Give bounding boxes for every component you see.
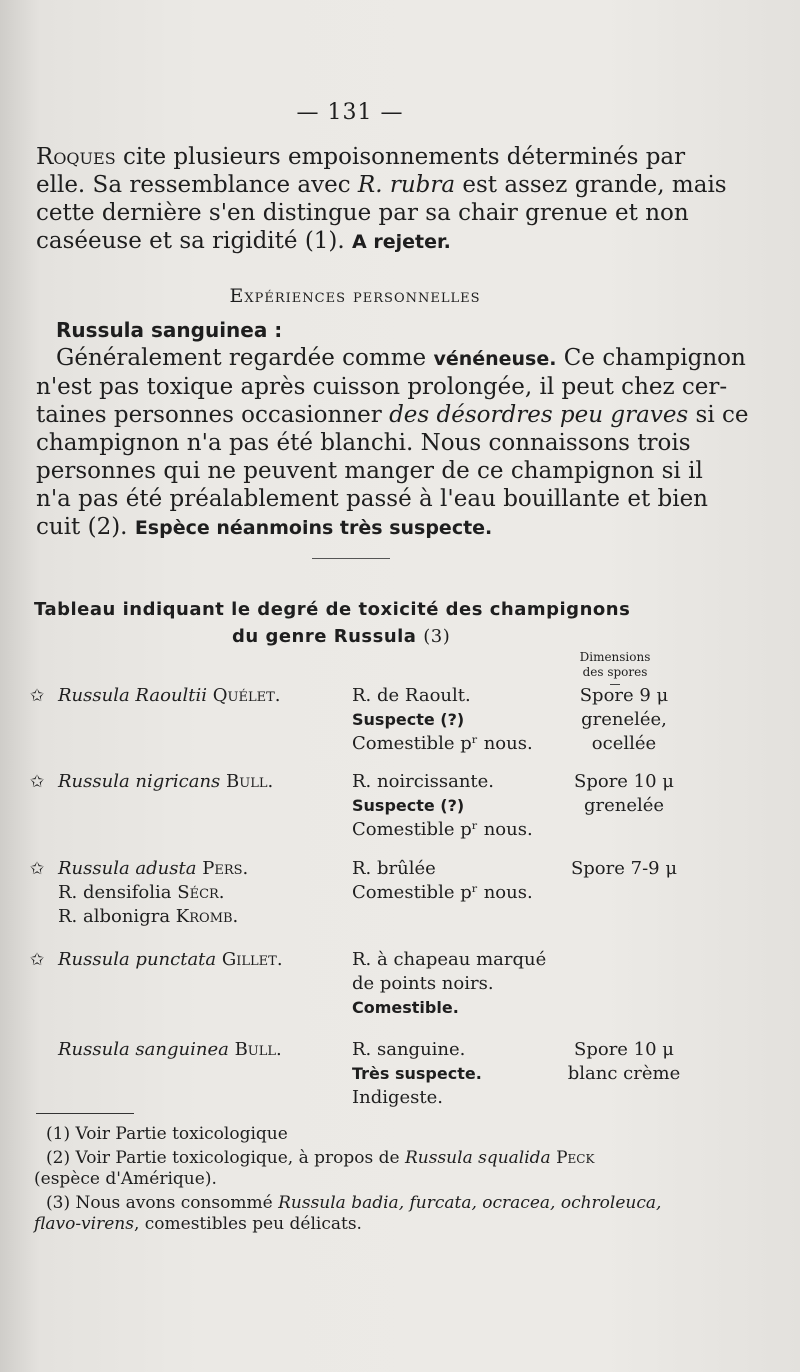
section-title: Expériences personnelles xyxy=(229,285,481,307)
star-icon: ✩ xyxy=(30,859,45,879)
footnote: (3) Nous avons consommé Russula badia, furcata, ocracea, ochroleuca, flavo-virens, comestibles peu délicats. xyxy=(34,1193,662,1234)
body-line: taines personnes occasionner des désordres peu graves si ce xyxy=(36,402,749,428)
body-line: n'a pas été préalablement passé à l'eau bouillante et bien xyxy=(36,486,708,512)
spore-column-header: Dimensions des spores xyxy=(560,650,670,685)
body-line: Généralement regardée comme vénéneuse. Ce champignon xyxy=(56,345,746,371)
footnotes xyxy=(34,1124,674,1238)
table-title-line2: du genre Russula (3) xyxy=(232,626,451,647)
species-heading: Russula sanguinea : xyxy=(56,318,283,342)
intro-line: Roques cite plusieurs empoisonnements déterminés par xyxy=(36,144,686,170)
table-title-line1: Tableau indiquant le degré de toxicité des champignons xyxy=(34,599,631,620)
intro-line: elle. Sa ressemblance avec R. rubra est assez grande, mais xyxy=(36,172,727,198)
body-line: champignon n'a pas été blanchi. Nous connaissons trois xyxy=(36,430,691,456)
body-line: cuit (2). Espèce néanmoins très suspecte. xyxy=(36,514,493,540)
book-page: — 131 — Roques cite plusieurs empoisonnements déterminés par elle. Sa ressemblance avec R. rubra est assez grande, mais cette dernière s'en distingue par sa chair grenue et non caséeuse et sa rigidité (1). A rejeter. Expériences personnelles Russula sanguinea : Généralement regardée comme vénéneuse. Ce champignon n'est pas toxique après cuisson prolongée, il peut chez cer- taines personnes occasionner des désordres peu graves si ce champignon n'a pas été blanchi. Nous connaissons trois personnes qui ne peuvent manger de ce champignon si il n'a pas été préalablement passé à l'eau bouillante et bien cuit (2). Espèce néanmoins très suspecte. Tableau indiquant le degré de toxicité des champignons du genre Russula (3) Dimensions des spores ✩ Russula Raoultii Quélet. R. de Raoult. Suspecte (?) Comestible pʳ nous. Spore 9 μ grenelée, ocellée ✩ Russula nigricans Bull. R. noircissante. Suspecte (?) Comestible pʳ nous. Spore 10 μ grenelée ✩ Russula adusta Pers. R. densifolia Sécr. R. albonigra Kromb. R. brûlée Comestible pʳ nous. Spore 7-9 μ ✩ Russula punctata Gillet. R. à chapeau marqué de points noirs. Comestible. Russula sanguinea Bull. R. sanguine. Très suspecte. Indigeste. Spore 10 μ blanc crème (1) Voir Partie toxicologique (2) Voir Partie toxicologique, à propos de Russula squalida Peck (espèce d'Amérique). (3) Nous avons consommé Russula badia, furcata, ocracea, ochroleuca, flavo-virens, comestibles peu délicats. xyxy=(0,0,800,1372)
intro-line: cette dernière s'en distingue par sa chair grenue et non xyxy=(36,200,689,226)
table-title xyxy=(34,596,674,650)
page-number: — 131 — xyxy=(296,100,404,125)
footnote: (1) Voir Partie toxicologique xyxy=(46,1124,288,1144)
body-paragraph xyxy=(36,344,749,542)
star-icon: ✩ xyxy=(30,950,45,970)
star-icon: ✩ xyxy=(30,772,45,792)
footnote: (2) Voir Partie toxicologique, à propos de Russula squalida Peck (espèce d'Amérique). xyxy=(34,1148,595,1189)
footnote-rule xyxy=(36,1113,134,1114)
intro-paragraph xyxy=(36,143,727,256)
body-line: personnes qui ne peuvent manger de ce champignon si il xyxy=(36,458,703,484)
separator-rule xyxy=(312,558,390,559)
star-icon: ✩ xyxy=(30,686,45,706)
body-line: n'est pas toxique après cuisson prolongée, il peut chez cer- xyxy=(36,374,728,400)
intro-line: caséeuse et sa rigidité (1). A rejeter. xyxy=(36,228,451,254)
